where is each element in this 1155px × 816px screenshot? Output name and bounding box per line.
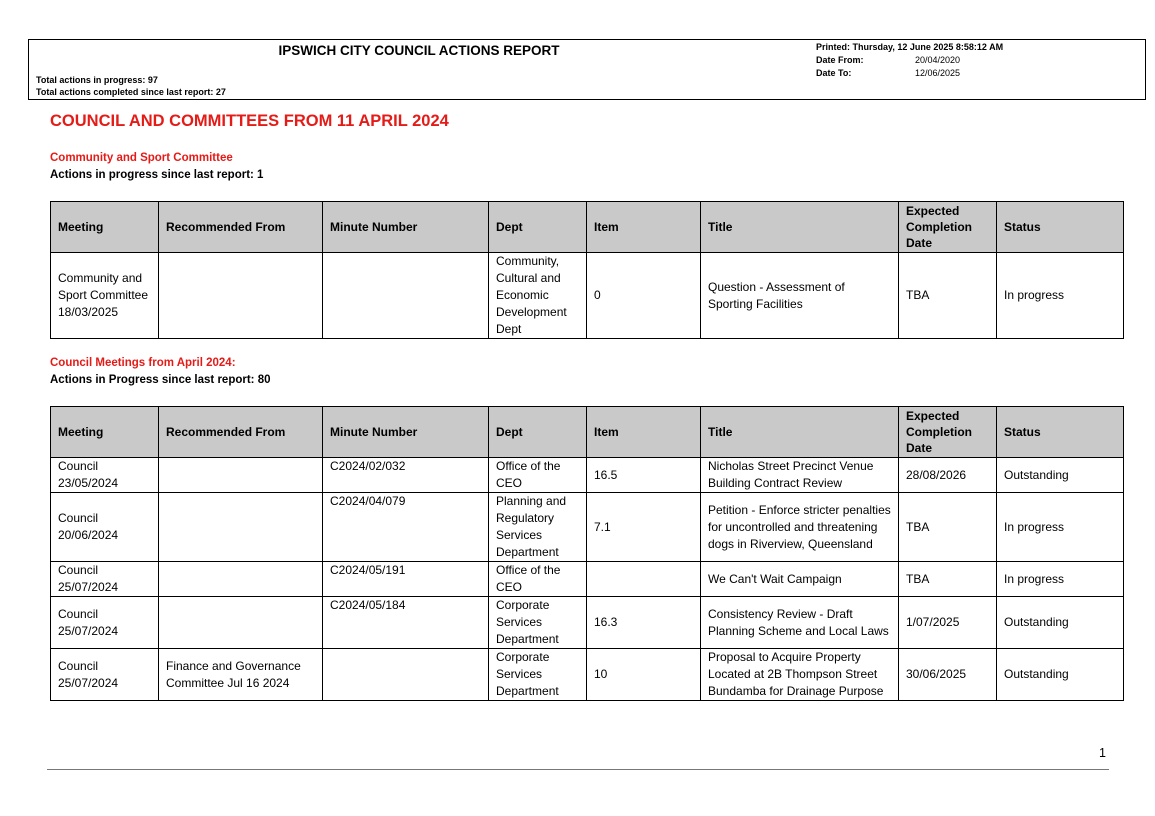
- table-cell: TBA: [899, 493, 997, 562]
- table-cell: Nicholas Street Precinct Venue Building Contract Review: [701, 458, 899, 493]
- total-in-progress: Total actions in progress: 97: [36, 75, 158, 85]
- report-header: [28, 39, 1146, 100]
- table-cell: Outstanding: [997, 597, 1124, 649]
- table-cell: Council 20/06/2024: [51, 493, 159, 562]
- table-cell: 1/07/2025: [899, 597, 997, 649]
- table-cell: C2024/05/184: [323, 597, 489, 649]
- table-cell: 10: [587, 649, 701, 701]
- date-to-row: [816, 67, 1003, 80]
- table-cell: In progress: [997, 562, 1124, 597]
- report-totals: [36, 74, 226, 98]
- table-cell: Office of the CEO: [489, 458, 587, 493]
- column-header: Item: [587, 407, 701, 458]
- table-cell: Question - Assessment of Sporting Facilities: [701, 253, 899, 339]
- table-cell: [587, 562, 701, 597]
- table-cell: Outstanding: [997, 458, 1124, 493]
- council-actions-table: [50, 406, 1124, 701]
- table-cell: In progress: [997, 253, 1124, 339]
- table-cell: Consistency Review - Draft Planning Scheme and Local Laws: [701, 597, 899, 649]
- table-row: [51, 493, 1124, 562]
- table-row: [51, 597, 1124, 649]
- table-header-row: [51, 407, 1124, 458]
- table-cell: [323, 253, 489, 339]
- section-subtitle-council: Actions in Progress since last report: 80: [50, 374, 271, 386]
- printed-timestamp: Printed: Thursday, 12 June 2025 8:58:12 AM: [816, 42, 1004, 52]
- table-cell: Council 25/07/2024: [51, 649, 159, 701]
- section-title-community: Community and Sport Committee: [50, 152, 233, 164]
- table-cell: In progress: [997, 493, 1124, 562]
- date-to-value: 12/06/2025: [915, 68, 961, 78]
- table-cell: [323, 649, 489, 701]
- date-from-value: 20/04/2020: [915, 55, 961, 65]
- table-row: [51, 562, 1124, 597]
- column-header: Minute Number: [323, 407, 489, 458]
- table-cell: Corporate Services Department: [489, 597, 587, 649]
- table-cell: Outstanding: [997, 649, 1124, 701]
- column-header: Title: [701, 202, 899, 253]
- table-cell: TBA: [899, 562, 997, 597]
- footer-divider: [47, 769, 1109, 770]
- table-cell: Office of the CEO: [489, 562, 587, 597]
- table-cell: [159, 493, 323, 562]
- table-row: [51, 649, 1124, 701]
- table-header-row: [51, 202, 1124, 253]
- table-cell: Community, Cultural and Economic Development Dept: [489, 253, 587, 339]
- column-header: Item: [587, 202, 701, 253]
- table-cell: Petition - Enforce stricter penalties for uncontrolled and threatening dogs in Riverview, Queensland: [701, 493, 899, 562]
- table-cell: 16.5: [587, 458, 701, 493]
- table-row: [51, 253, 1124, 339]
- column-header: Minute Number: [323, 202, 489, 253]
- table-cell: 7.1: [587, 493, 701, 562]
- total-completed: Total actions completed since last report: 27: [36, 87, 226, 97]
- table-cell: [159, 562, 323, 597]
- section-subtitle-community: Actions in progress since last report: 1: [50, 169, 264, 181]
- table-cell: 16.3: [587, 597, 701, 649]
- column-header: Expected Completion Date: [899, 202, 997, 253]
- column-header: Status: [997, 407, 1124, 458]
- table-cell: Council 25/07/2024: [51, 597, 159, 649]
- table-cell: C2024/05/191: [323, 562, 489, 597]
- table-cell: Finance and Governance Committee Jul 16 2024: [159, 649, 323, 701]
- column-header: Meeting: [51, 407, 159, 458]
- main-title: COUNCIL AND COMMITTEES FROM 11 APRIL 2024: [50, 112, 449, 130]
- date-from-label: Date From:: [816, 55, 864, 65]
- column-header: Dept: [489, 202, 587, 253]
- table-cell: TBA: [899, 253, 997, 339]
- date-to-label: Date To:: [816, 68, 852, 78]
- table-cell: 28/08/2026: [899, 458, 997, 493]
- column-header: Status: [997, 202, 1124, 253]
- column-header: Expected Completion Date: [899, 407, 997, 458]
- table-cell: Council 25/07/2024: [51, 562, 159, 597]
- table-cell: C2024/02/032: [323, 458, 489, 493]
- page-number: 1: [1099, 746, 1106, 760]
- table-cell: Planning and Regulatory Services Department: [489, 493, 587, 562]
- community-actions-table: [50, 201, 1124, 339]
- table-cell: 30/06/2025: [899, 649, 997, 701]
- table-row: [51, 458, 1124, 493]
- table-cell: We Can't Wait Campaign: [701, 562, 899, 597]
- table-cell: [159, 597, 323, 649]
- column-header: Meeting: [51, 202, 159, 253]
- report-title: IPSWICH CITY COUNCIL ACTIONS REPORT: [278, 43, 560, 58]
- table-cell: Proposal to Acquire Property Located at 2B Thompson Street Bundamba for Drainage Purpose: [701, 649, 899, 701]
- column-header: Recommended From: [159, 202, 323, 253]
- table-cell: 0: [587, 253, 701, 339]
- section-title-council: Council Meetings from April 2024:: [50, 357, 236, 369]
- table-cell: Community and Sport Committee 18/03/2025: [51, 253, 159, 339]
- print-info: [816, 41, 1003, 80]
- table-cell: Corporate Services Department: [489, 649, 587, 701]
- column-header: Dept: [489, 407, 587, 458]
- table-cell: Council 23/05/2024: [51, 458, 159, 493]
- date-from-row: [816, 54, 1003, 67]
- table-cell: [159, 253, 323, 339]
- column-header: Title: [701, 407, 899, 458]
- table-cell: C2024/04/079: [323, 493, 489, 562]
- table-cell: [159, 458, 323, 493]
- column-header: Recommended From: [159, 407, 323, 458]
